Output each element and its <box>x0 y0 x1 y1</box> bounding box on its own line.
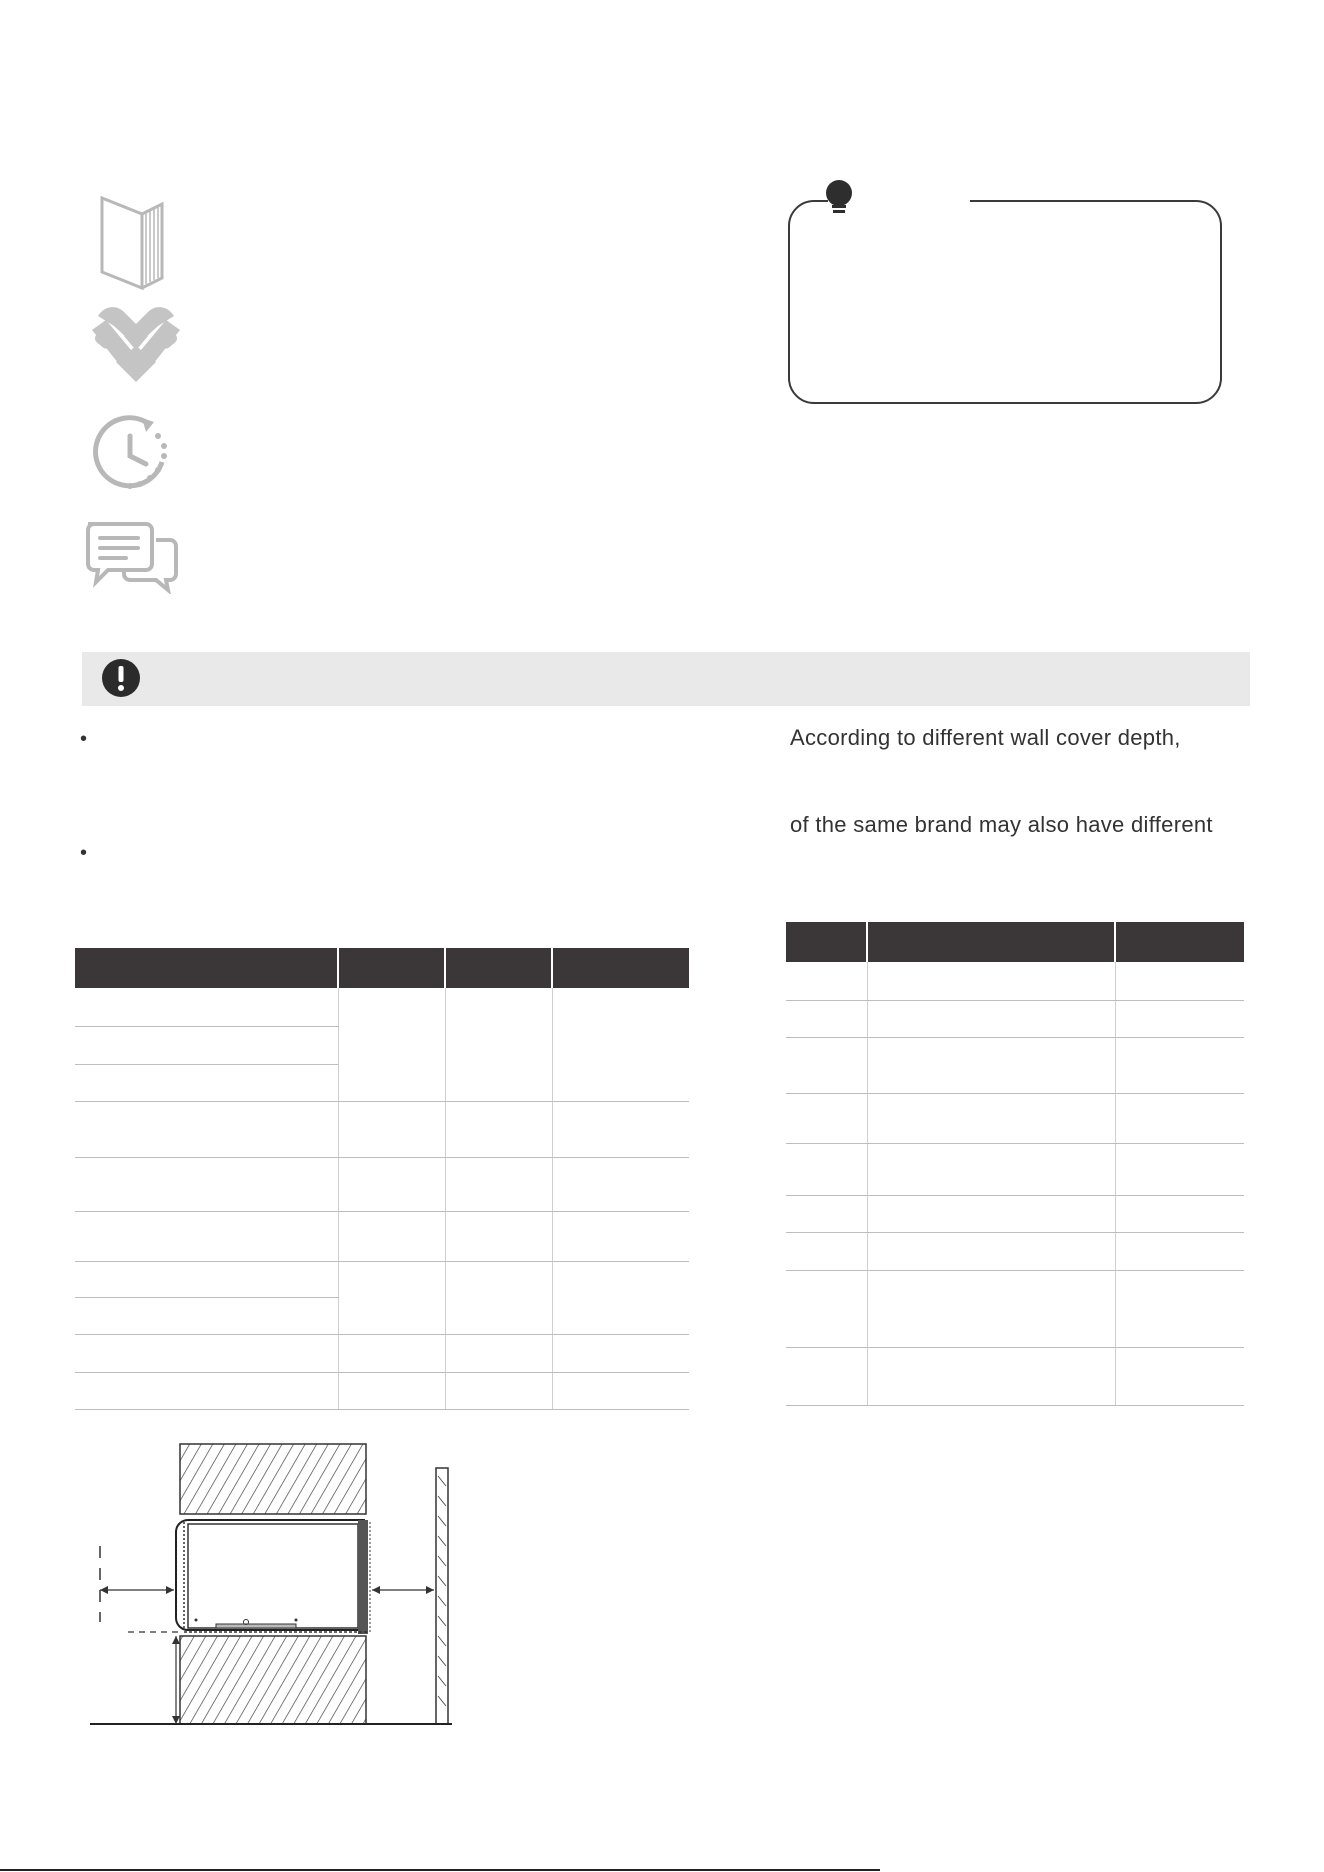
table-cell <box>75 1372 338 1409</box>
table-cell <box>786 1347 867 1405</box>
table-cell <box>445 1334 552 1372</box>
table-row <box>786 962 1244 1000</box>
table-cell <box>786 1143 867 1195</box>
table-cell <box>867 1037 1115 1093</box>
warning-bar <box>82 652 1250 706</box>
book-icon <box>96 190 172 294</box>
table-header-cell <box>867 922 1115 962</box>
table-cell <box>1115 1000 1244 1037</box>
table-row <box>786 1195 1244 1232</box>
table-cell <box>338 1101 445 1157</box>
table-cell <box>552 1372 689 1409</box>
table-cell <box>1115 1232 1244 1270</box>
table-cell <box>786 962 867 1000</box>
bullet-point: • <box>80 728 88 750</box>
table-header-cell <box>445 948 552 988</box>
wall-depth-text: According to different wall cover depth, <box>790 725 1181 750</box>
table-cell <box>1115 1270 1244 1347</box>
table-cell <box>1115 1037 1244 1093</box>
table-header-row <box>75 948 689 988</box>
table-cell <box>786 1093 867 1143</box>
table-header-cell <box>552 948 689 988</box>
table-cell <box>552 1211 689 1261</box>
table-cell <box>445 1157 552 1211</box>
table-row <box>75 1334 689 1372</box>
table-row <box>75 1101 689 1157</box>
table-cell <box>867 1093 1115 1143</box>
table-cell <box>1115 1195 1244 1232</box>
table-row <box>786 1000 1244 1037</box>
table-cell <box>75 1211 338 1261</box>
table-cell <box>338 1372 445 1409</box>
table-row <box>75 1372 689 1409</box>
table-header-row <box>786 922 1244 962</box>
chat-bubbles-icon <box>82 518 182 594</box>
table-cell <box>867 962 1115 1000</box>
table-row <box>75 1211 689 1261</box>
table-cell <box>1115 1347 1244 1405</box>
bullet-point: • <box>80 842 88 864</box>
brand-difference-text: of the same brand may also have different <box>790 812 1213 837</box>
clock-icon <box>92 414 172 494</box>
table-cell <box>75 1334 338 1372</box>
table-row <box>786 1347 1244 1405</box>
table-cell <box>75 1101 338 1157</box>
table-cell <box>867 1270 1115 1347</box>
table-row <box>786 1270 1244 1347</box>
lightbulb-icon <box>822 178 856 218</box>
table-cell <box>75 1064 338 1101</box>
table-cell <box>75 1157 338 1211</box>
table-cell <box>338 1157 445 1211</box>
table-cell <box>75 988 338 1026</box>
left-spec-table <box>75 948 689 1410</box>
table-cell <box>1115 1143 1244 1195</box>
table-cell <box>75 1297 338 1334</box>
exclamation-icon <box>101 658 141 698</box>
table-header-cell <box>338 948 445 988</box>
table-cell <box>552 1101 689 1157</box>
tip-box <box>788 200 1222 404</box>
table-cell <box>552 1334 689 1372</box>
table-row <box>786 1037 1244 1093</box>
table-row <box>75 988 689 1026</box>
table-row <box>75 1157 689 1211</box>
right-spec-table <box>786 922 1244 1406</box>
table-cell <box>75 1026 338 1064</box>
footer-rule <box>0 1869 880 1871</box>
table-cell <box>786 1232 867 1270</box>
table-cell <box>338 1334 445 1372</box>
table-cell <box>867 1000 1115 1037</box>
table-cell <box>1115 1093 1244 1143</box>
table-row <box>786 1093 1244 1143</box>
table-cell <box>867 1195 1115 1232</box>
table-header-cell <box>75 948 338 988</box>
table-cell <box>552 988 689 1101</box>
table-cell <box>786 1037 867 1093</box>
table-cell <box>445 1261 552 1334</box>
table-cell <box>867 1143 1115 1195</box>
table-cell <box>75 1261 338 1297</box>
table-cell <box>338 1261 445 1334</box>
table-row <box>75 1261 689 1297</box>
installation-diagram <box>90 1436 470 1741</box>
table-cell <box>445 1101 552 1157</box>
table-cell <box>445 1372 552 1409</box>
table-row <box>786 1143 1244 1195</box>
table-cell <box>445 1211 552 1261</box>
table-cell <box>1115 962 1244 1000</box>
table-header-cell <box>1115 922 1244 962</box>
table-header-cell <box>786 922 867 962</box>
table-cell <box>786 1195 867 1232</box>
table-cell <box>867 1232 1115 1270</box>
table-cell <box>338 1211 445 1261</box>
table-row <box>786 1232 1244 1270</box>
table-cell <box>786 1000 867 1037</box>
table-cell <box>786 1270 867 1347</box>
table-cell <box>867 1347 1115 1405</box>
table-cell <box>338 988 445 1101</box>
table-cell <box>552 1261 689 1334</box>
table-cell <box>552 1157 689 1211</box>
handshake-icon <box>86 296 186 388</box>
table-cell <box>445 988 552 1101</box>
